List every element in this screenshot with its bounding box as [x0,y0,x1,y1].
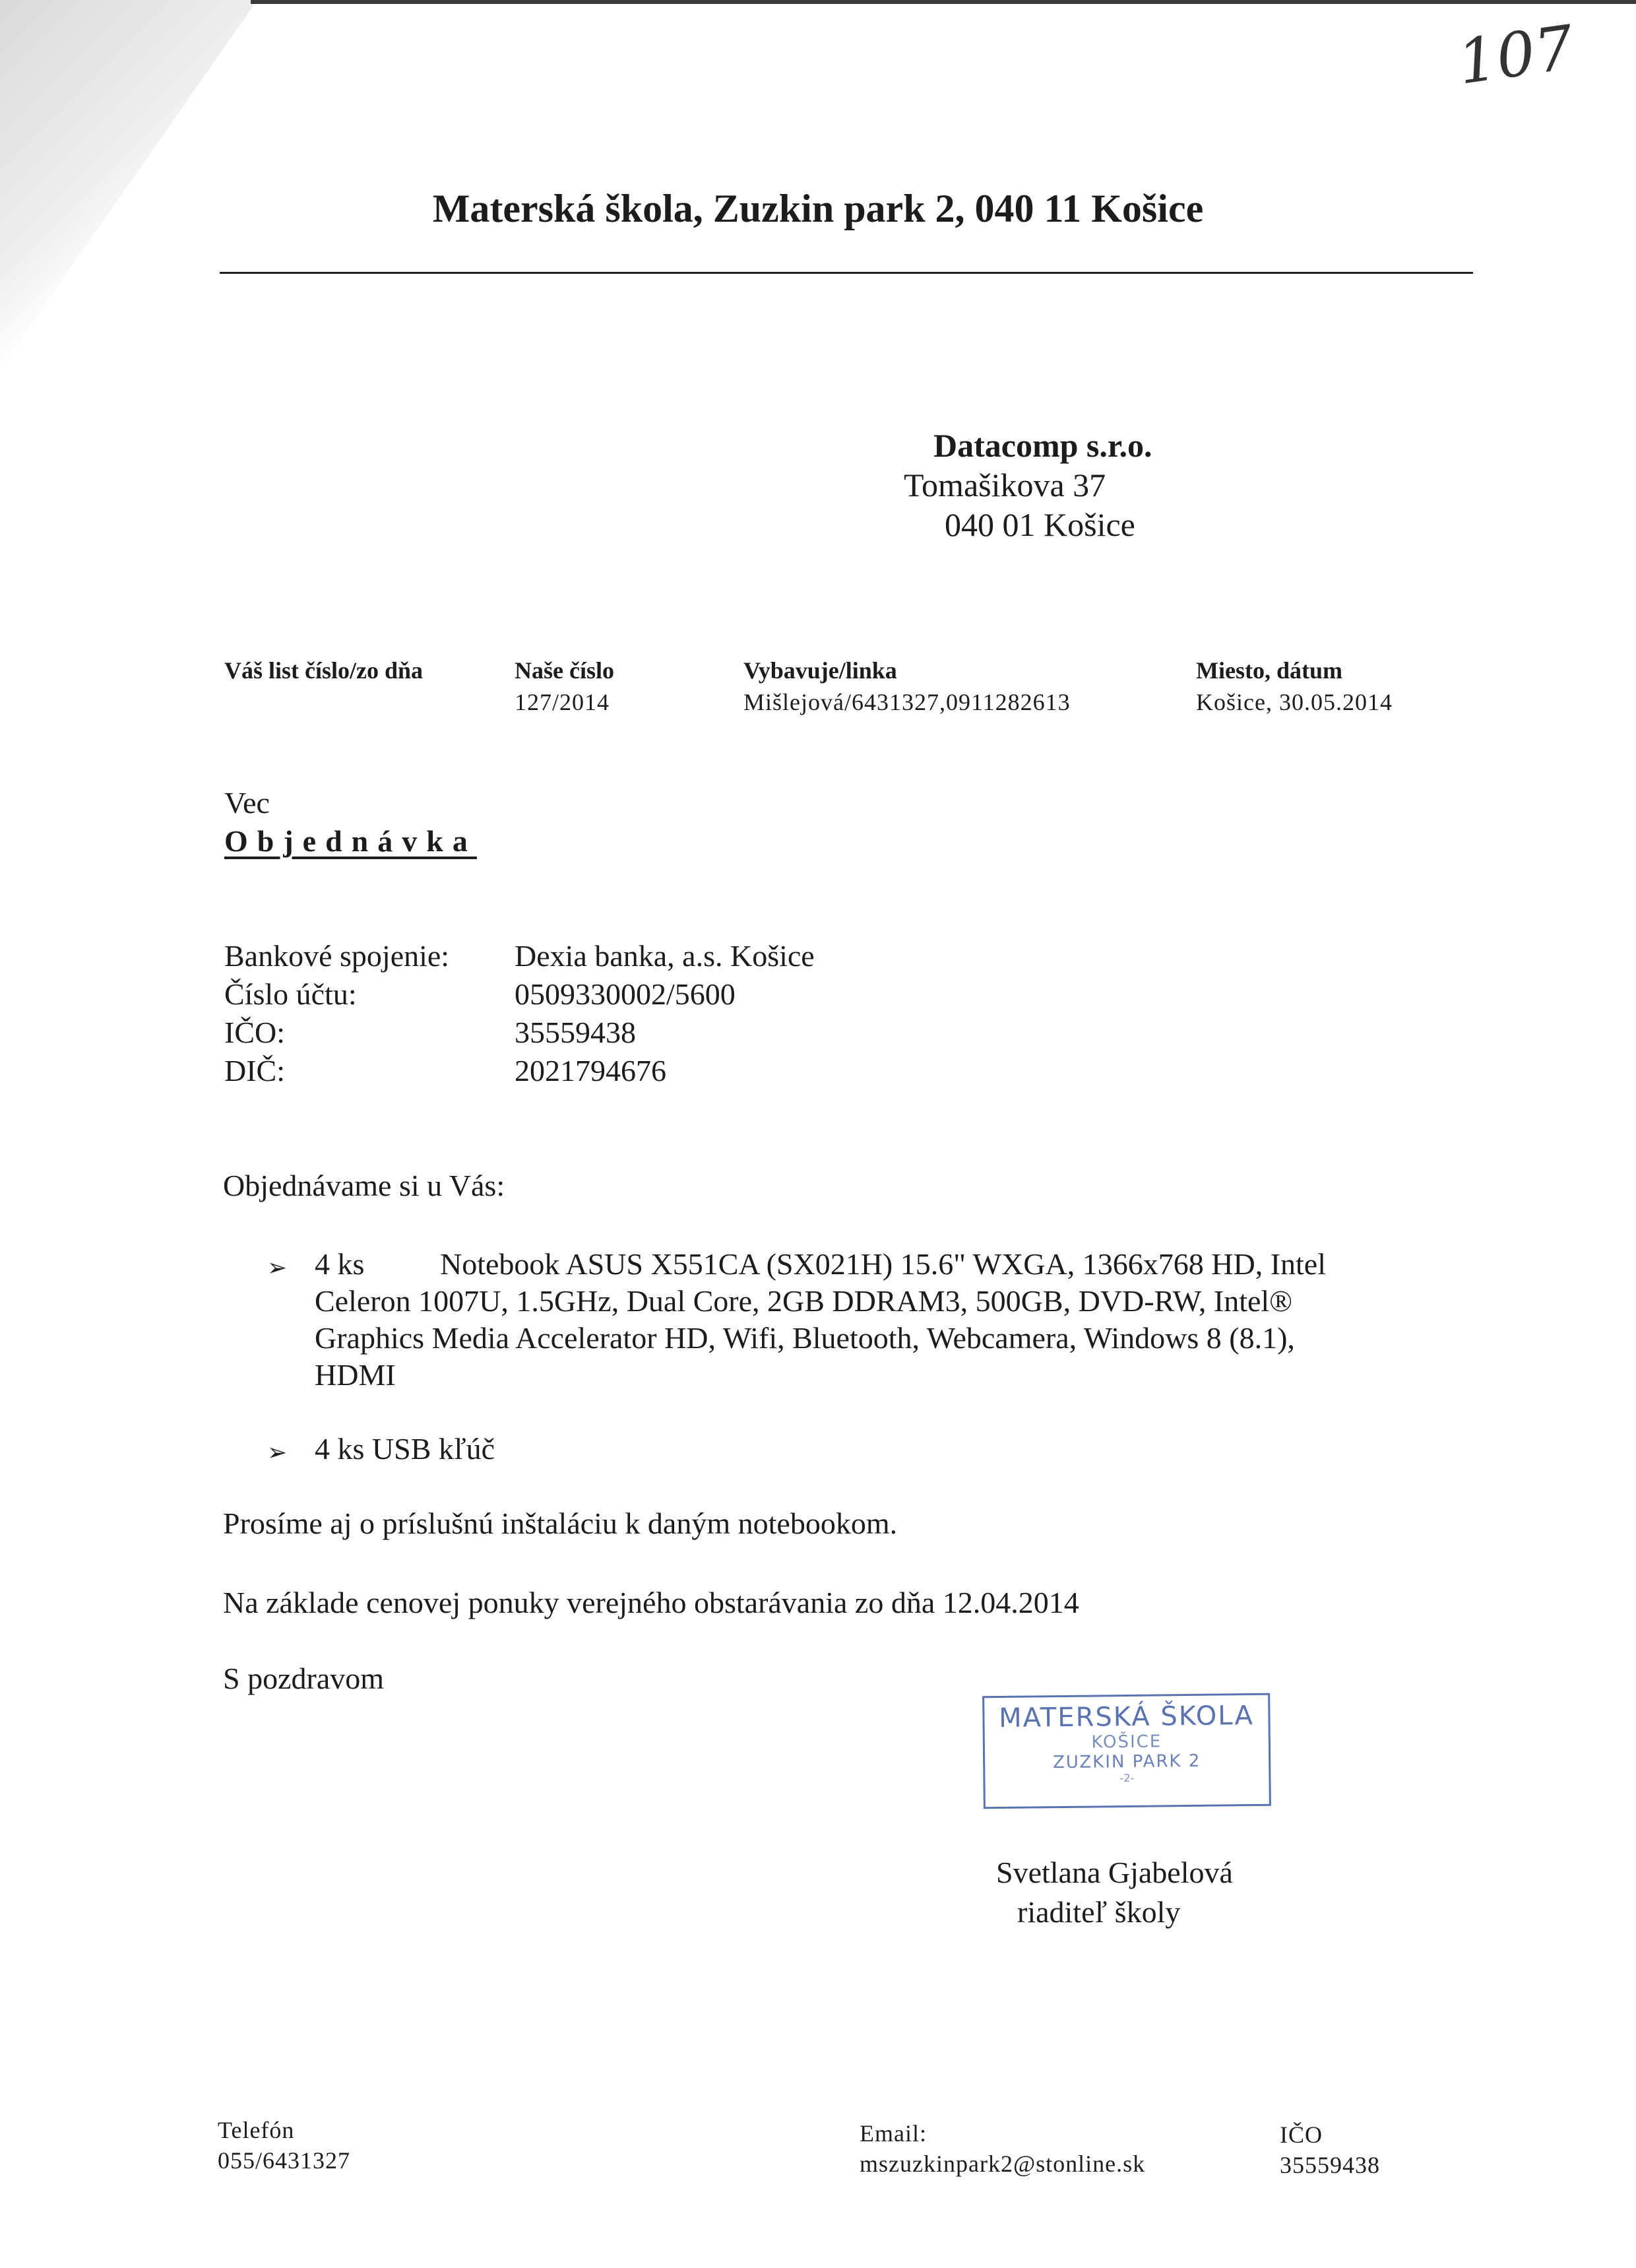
bank-row [224,975,815,1014]
footer-ico [1280,2120,1380,2180]
install-request: Prosíme aj o príslušnú inštaláciu k daným notebookom. [223,1507,898,1540]
signatory-role: riaditeľ školy [1017,1895,1181,1929]
letterhead-divider [220,272,1473,274]
stamp-line: MATERSKÁ ŠKOLA [998,1700,1255,1734]
bank-value: 2021794676 [515,1054,666,1087]
ref-your-letter [224,657,423,688]
recipient-address [904,426,1152,544]
order-item [267,1431,495,1472]
bank-value: Dexia banka, a.s. Košice [515,939,815,973]
signature-block [996,1853,1233,1932]
footer-email-value: mszuzkinpark2@stonline.sk [860,2151,1146,2177]
ref-our-number-value: 127/2014 [515,689,610,715]
ref-handled-by [743,657,1071,716]
arrow-bullet-icon: ➢ [267,1254,288,1281]
footer-phone-value: 055/6431327 [218,2147,351,2174]
ref-place-date-value: Košice, 30.05.2014 [1196,689,1393,715]
ref-our-number-label: Naše číslo [515,657,614,684]
bank-label: Bankové spojenie: [224,939,450,973]
order-item-text: USB kľúč [371,1432,495,1466]
stamp-line: ZUZKIN PARK 2 [1052,1751,1201,1773]
bank-row [224,937,815,975]
bank-label: Číslo účtu: [224,977,357,1011]
handwritten-page-number: 107 [1453,12,1579,98]
bank-row [224,1014,815,1052]
order-item-qty: 4 ks [315,1432,365,1466]
order-item-line: Celeron 1007U, 1.5GHz, Dual Core, 2GB DDRAM3, 500GB, DVD-RW, Intel® [315,1284,1293,1318]
stamp-line: -2- [1119,1771,1135,1785]
scan-top-edge [251,0,1636,4]
order-item-body [315,1431,495,1472]
letterhead-title: Materská škola, Zuzkin park 2, 040 11 Košice [432,187,1204,230]
ref-our-number [515,657,614,716]
order-item-qty: 4 ks [315,1247,365,1281]
signatory-name: Svetlana Gjabelová [996,1856,1233,1889]
bank-label: IČO: [224,1016,285,1049]
order-item-line: HDMI [315,1358,396,1392]
subject-title: Objednávka [224,824,477,858]
order-item-line [315,1246,1326,1283]
subject-label: Vec [224,786,270,820]
footer-phone [218,2115,350,2176]
ref-place-date [1196,657,1393,716]
footer-ico-value: 35559438 [1280,2152,1380,2178]
page-corner-fold [0,0,257,370]
order-item [267,1246,1326,1394]
bank-label: DIČ: [224,1054,285,1087]
order-item-line: Graphics Media Accelerator HD, Wifi, Bluetooth, Webcamera, Windows 8 (8.1), [315,1321,1295,1355]
greeting: S pozdravom [223,1662,385,1695]
arrow-bullet-icon: ➢ [267,1439,288,1466]
bank-value: 35559438 [515,1016,636,1049]
order-intro: Objednávame si u Vás: [223,1169,505,1202]
order-item-body [315,1246,1326,1394]
footer-phone-label: Telefón [218,2117,295,2143]
ref-handled-by-value: Mišlejová/6431327,0911282613 [743,689,1071,715]
school-stamp [982,1693,1271,1809]
bank-value: 0509330002/5600 [515,977,736,1011]
offer-basis: Na základe cenovej ponuky verejného obstarávania zo dňa 12.04.2014 [223,1586,1079,1619]
bank-details [224,937,815,1090]
recipient-street: Tomašikova 37 [904,467,1106,503]
stamp-line: KOŠICE [1091,1732,1162,1753]
ref-your-letter-label: Váš list číslo/zo dňa [224,657,424,684]
footer-email-label: Email: [860,2120,927,2147]
ref-place-date-label: Miesto, dátum [1196,657,1342,684]
recipient-name: Datacomp s.r.o. [933,427,1152,464]
footer-email [860,2118,1145,2179]
ref-handled-by-label: Vybavuje/linka [743,657,897,684]
order-item-text: Notebook ASUS X551CA (SX021H) 15.6" WXGA, 1366x768 HD, Intel [440,1247,1326,1281]
bank-row [224,1052,815,1090]
recipient-city: 040 01 Košice [945,506,1135,543]
footer-ico-label: IČO [1280,2122,1323,2148]
